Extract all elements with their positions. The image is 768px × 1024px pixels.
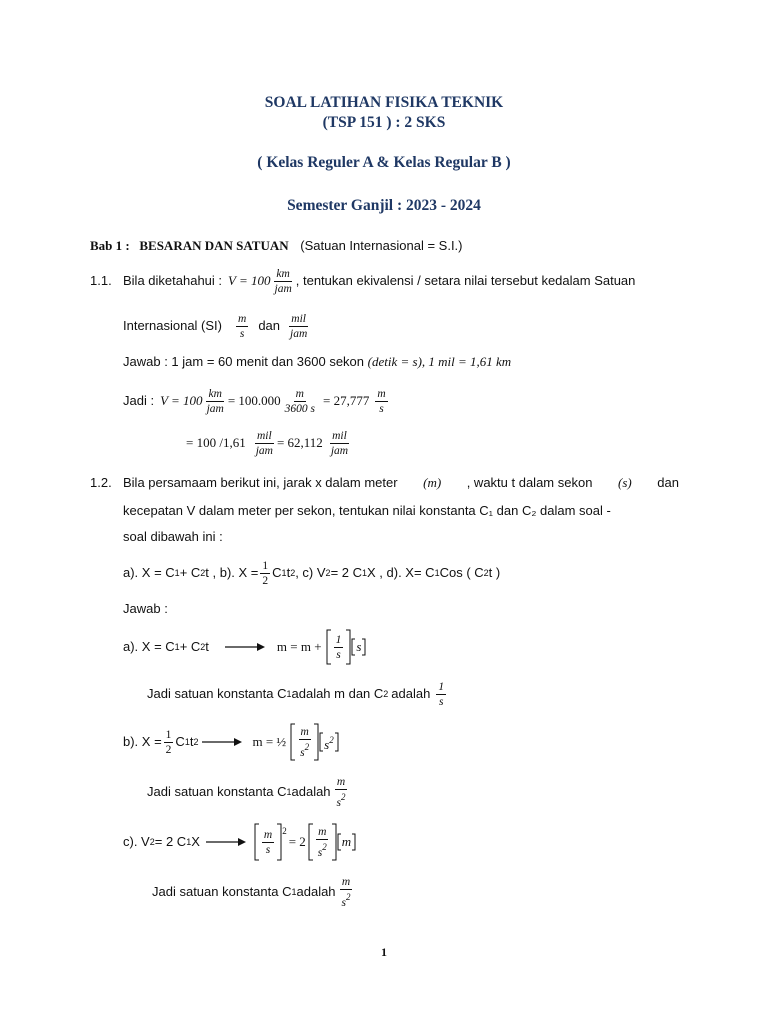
- bracket-m-over-s2: $\frac{m}{s^2}$: [290, 723, 319, 761]
- arrow-right-icon: [202, 737, 242, 747]
- q1-2-text1b: , waktu t dalam sekon: [466, 475, 593, 490]
- opt-c: , c) V: [295, 565, 326, 580]
- calc2-div: = 100 /1,61: [186, 435, 246, 450]
- q1-1-number: 1.1.: [90, 273, 112, 288]
- q1-2-jawab: Jawab :: [123, 601, 168, 616]
- course-code: (TSP 151 ) : 2 SKS: [322, 114, 446, 131]
- q1-1-calc1: [123, 383, 390, 419]
- q1-1-intro: Bila diketahahui :: [123, 273, 223, 288]
- m-per-s-fraction: $\frac{m}{s}$: [238, 312, 247, 340]
- q1-1-jawab: [123, 354, 511, 370]
- bracket-m: m: [337, 833, 356, 851]
- opt-b: t , b). X =: [205, 565, 259, 580]
- calc2-mil-jam-a: $\frac{\text{mil}}{\text{jam}}$: [255, 429, 273, 457]
- mil-conversion: , 1 mil = 1,61 km: [421, 354, 512, 369]
- q1-2-line1: [123, 475, 679, 491]
- calc1-m-3600s: $\frac{m}{3600 s}$: [284, 387, 316, 415]
- q1-2-number: 1.2.: [90, 475, 112, 490]
- calc2-result: = 62,112: [276, 435, 323, 450]
- calc1-100000: = 100.000: [227, 393, 281, 408]
- document-title: SOAL LATIHAN FISIKA TEKNIK: [264, 94, 504, 111]
- velocity-equation: V = 100: [228, 273, 271, 288]
- mil-per-jam-fraction: $\frac{\text{mil}}{\text{jam}}$: [290, 312, 308, 340]
- half-fraction: $\frac{1}{2}$: [262, 559, 269, 587]
- q1-1-line2-text: Internasional (SI): [123, 318, 222, 333]
- class-info: ( Kelas Reguler A & Kelas Regular B ): [257, 154, 511, 171]
- jawab-text: Jawab : 1 jam = 60 menit dan 3600 sekon: [123, 354, 365, 369]
- semester-info: Semester Ganjil : 2023 - 2024: [287, 197, 481, 214]
- q1-1-calc2: [186, 425, 352, 461]
- answer-a: a). X = C 1 + C 2 t m = m + $\frac{1}{s}$ s: [123, 628, 366, 666]
- q1-2-line3: soal dibawah ini :: [123, 529, 223, 544]
- calc1-result: = 27,777: [323, 393, 370, 408]
- calc1-v: V = 100: [160, 393, 203, 408]
- s-paren: (s): [617, 475, 632, 490]
- bracket-one-over-s: $\frac{1}{s}$: [326, 629, 352, 665]
- opt-a: a). X = C: [123, 565, 175, 580]
- answer-c-note: Jadi satuan konstanta C 1 adalah $\frac{m}{s^2}$: [152, 875, 351, 909]
- chapter-heading: [90, 238, 463, 254]
- chapter-note: (Satuan Internasional = S.I.): [300, 238, 463, 253]
- q1-2-text1: Bila persamaam berikut ini, jarak x dalam meter: [123, 475, 398, 490]
- page-number: 1: [381, 945, 387, 959]
- dan-word: dan: [258, 318, 281, 333]
- detik-note: (detik = s): [367, 354, 422, 369]
- arrow-right-icon: [206, 837, 246, 847]
- m-paren: (m): [423, 475, 442, 490]
- opt-d: X , d). X= C: [367, 565, 435, 580]
- arrow-right-icon: [225, 642, 265, 652]
- calc2-mil-jam-b: $\frac{\text{mil}}{\text{jam}}$: [330, 429, 349, 457]
- jadi-label: Jadi :: [123, 393, 155, 408]
- bracket-s2: $s^2$: [319, 732, 339, 753]
- calc1-m-s: $\frac{m}{s}$: [377, 387, 386, 415]
- bracket-m-over-s-squared: $\frac{m}{s}$ 2: [254, 823, 287, 861]
- km-per-jam-fraction: $\frac{km}{\text{jam}}$: [274, 267, 292, 295]
- q1-2-line2: kecepatan V dalam meter per sekon, tentukan nilai konstanta C₁ dan C₂ dalam soal -: [123, 503, 611, 518]
- answer-a-note: Jadi satuan konstanta C 1 adalah m dan C 2 adalah $\frac{1}{s}$: [147, 680, 445, 708]
- answer-b-note: Jadi satuan konstanta C 1 adalah $\frac{m}{s^2}$: [147, 775, 346, 809]
- calc1-km-jam: $\frac{km}{\text{jam}}$: [206, 387, 224, 415]
- q1-1-line2: [123, 308, 311, 344]
- chapter-title: BESARAN DAN SATUAN: [139, 238, 289, 253]
- q1-2-options: a). X = C 1 + C 2 t , b). X = $\frac{1}{2}$ C 1 t 2 , c) V 2 = 2 C 1 X , d). X= C 1 Cos ( C 2 t ): [123, 559, 501, 587]
- q1-2-text1c: dan: [657, 475, 679, 490]
- bracket-s: s: [351, 638, 366, 656]
- answer-c: c). V 2 = 2 C 1 X $\frac{m}{s}$ 2 = 2 $\frac{m}{s^2}$ m: [123, 822, 356, 862]
- q1-1-line1: [123, 263, 635, 299]
- bracket-m-over-s2-c: $\frac{m}{s^2}$: [308, 823, 337, 861]
- q1-1-after: , tentukan ekivalensi / setara nilai tersebut kedalam Satuan: [295, 273, 636, 288]
- chapter-label: Bab 1 :: [90, 238, 130, 253]
- answer-b: b). X = $\frac{1}{2}$ C 1 t 2 m = ½ $\frac{m}{s^2}$ $s^2$: [123, 722, 339, 762]
